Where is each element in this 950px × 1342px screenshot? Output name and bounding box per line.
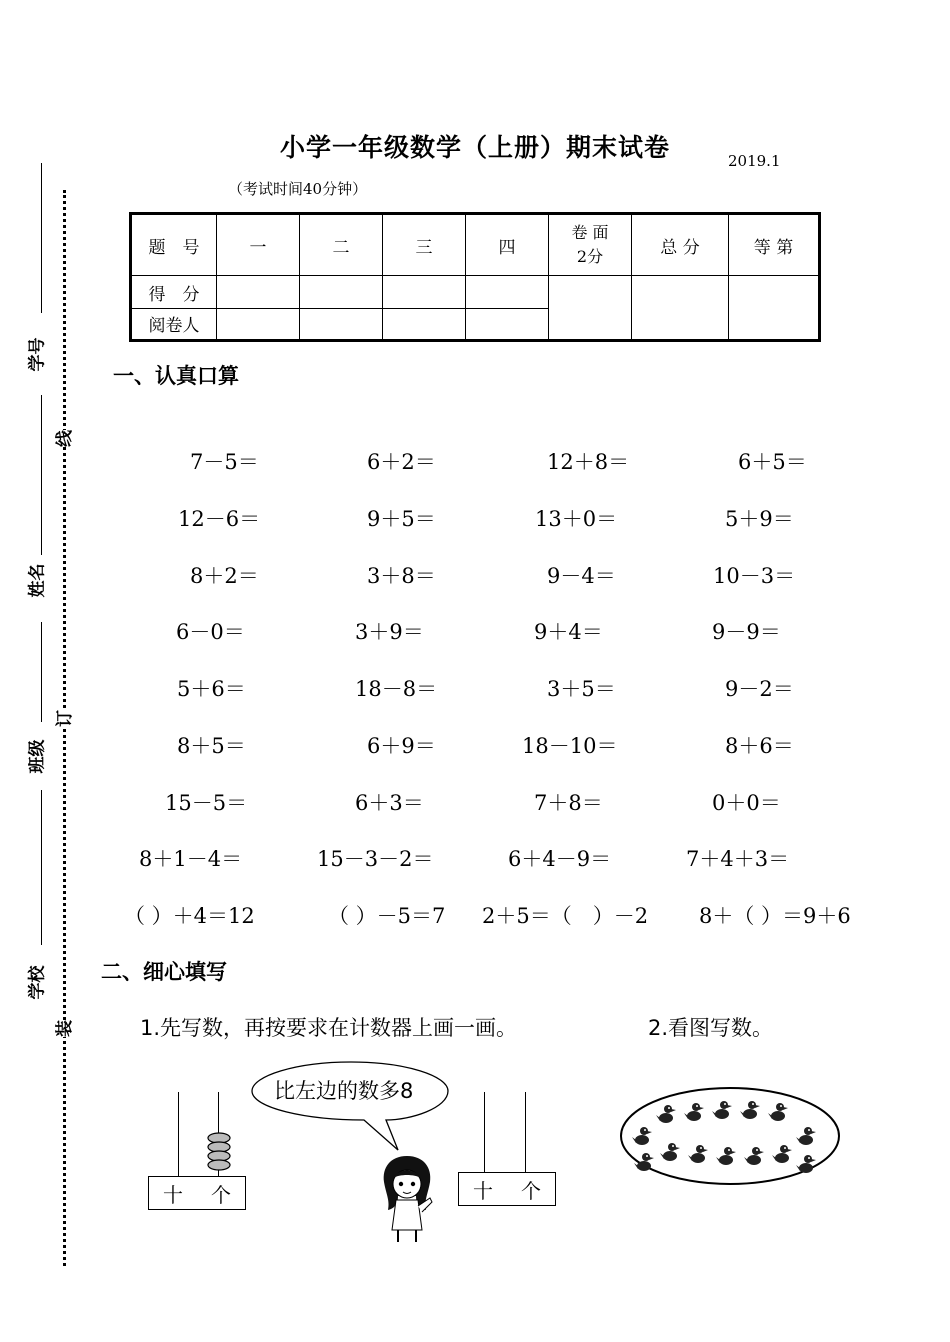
tens-label: 十	[163, 1182, 183, 1207]
page-title: 小学一年级数学（上册）期末试卷	[279, 133, 670, 162]
equation: 6＋4－9＝	[508, 847, 612, 871]
grader-cell[interactable]	[383, 308, 466, 340]
equation: 18－10＝	[522, 734, 618, 758]
score-cell[interactable]	[383, 276, 466, 308]
section1-heading: 一、认真口算	[113, 364, 239, 388]
bubble-text: 比左边的数多8	[274, 1079, 414, 1103]
score-cell[interactable]	[217, 276, 300, 308]
equation: 12－6＝	[178, 507, 261, 531]
equation-blank: 8＋（ ）＝9＋6	[699, 904, 851, 928]
equation: 3＋9＝	[355, 620, 424, 644]
margin-line	[41, 790, 42, 945]
question-2: 2.看图写数。	[648, 1016, 774, 1040]
equation: 5＋9＝	[725, 507, 794, 531]
class-label: 班级	[27, 739, 48, 774]
equation: 9－4＝	[547, 564, 616, 588]
bind-mark: 装	[50, 1020, 75, 1037]
equation: 7＋8＝	[534, 791, 603, 815]
student-id-label: 学号	[27, 337, 48, 372]
equation: 15－5＝	[165, 791, 248, 815]
total-score-cell[interactable]	[632, 276, 729, 341]
neat-label: 卷 面	[571, 223, 609, 243]
line-mark: 线	[50, 430, 75, 447]
abacus-rod-tens	[484, 1092, 485, 1172]
grader-cell[interactable]	[466, 308, 549, 340]
abacus-rod-ones	[525, 1092, 526, 1172]
equation: 6－0＝	[176, 620, 245, 644]
score-cell[interactable]	[300, 276, 383, 308]
equation: 8＋2＝	[190, 564, 259, 588]
time-note: （考试时间40分钟）	[228, 180, 368, 198]
score-cell[interactable]	[466, 276, 549, 308]
equation: 8＋6＝	[725, 734, 794, 758]
neat-score-cell[interactable]	[549, 276, 632, 341]
name-label: 姓名	[27, 563, 48, 598]
duck-oval	[618, 1084, 842, 1188]
score-table	[129, 212, 821, 342]
neat-points: 2分	[576, 247, 604, 267]
exam-date: 2019.1	[728, 152, 781, 170]
equation: 18－8＝	[355, 677, 438, 701]
col-4: 四	[466, 214, 549, 276]
equation: 12＋8＝	[547, 450, 630, 474]
margin-line	[41, 395, 42, 555]
col-1: 一	[217, 214, 300, 276]
girl-illustration	[376, 1150, 438, 1244]
equation: 9＋5＝	[367, 507, 436, 531]
neat-col	[549, 214, 632, 276]
equation: 8＋1－4＝	[139, 847, 243, 871]
grader-cell[interactable]	[217, 308, 300, 340]
speech-bubble	[246, 1058, 456, 1158]
equation: 10－3＝	[713, 564, 796, 588]
equation: 7－5＝	[190, 450, 259, 474]
equation: 6＋2＝	[367, 450, 436, 474]
abacus-bead	[208, 1160, 230, 1170]
equation: 6＋3＝	[355, 791, 424, 815]
equation: 6＋9＝	[367, 734, 436, 758]
abacus-rod-tens	[178, 1092, 179, 1176]
question-1: 1.先写数，再按要求在计数器上画一画。	[140, 1016, 518, 1040]
abacus-beads	[203, 1130, 235, 1176]
abacus-right-base	[458, 1172, 556, 1206]
grade-cell[interactable]	[729, 276, 820, 341]
binding-dotted-line	[63, 190, 66, 1266]
equation: 8＋5＝	[177, 734, 246, 758]
equation-blank: （ ）＋4＝12	[124, 904, 255, 928]
equation-blank: 2＋5＝（ ）－2	[482, 904, 649, 928]
margin-line	[41, 163, 42, 313]
total-col: 总 分	[632, 214, 729, 276]
equation: 9－2＝	[725, 677, 794, 701]
equation: 9＋4＝	[534, 620, 603, 644]
equation: 6＋5＝	[738, 450, 807, 474]
grader-cell[interactable]	[300, 308, 383, 340]
equation: 3＋8＝	[367, 564, 436, 588]
equation: 7＋4＋3＝	[686, 847, 790, 871]
col-3: 三	[383, 214, 466, 276]
score-row-label: 得 分	[131, 276, 217, 308]
equation: 5＋6＝	[177, 677, 246, 701]
staple-mark: 订	[50, 710, 75, 727]
grade-col: 等 第	[729, 214, 820, 276]
ones-label: 个	[211, 1182, 231, 1207]
school-label: 学校	[27, 965, 48, 1000]
col-2: 二	[300, 214, 383, 276]
grader-row-label: 阅卷人	[131, 308, 217, 340]
equation: 0＋0＝	[712, 791, 781, 815]
section2-heading: 二、细心填写	[101, 960, 227, 984]
ones-label: 个	[521, 1178, 541, 1203]
tens-label: 十	[473, 1178, 493, 1203]
equation: 13＋0＝	[535, 507, 618, 531]
equation: 15－3－2＝	[317, 847, 434, 871]
margin-line	[41, 622, 42, 722]
abacus-left-base	[148, 1176, 246, 1210]
equation: 3＋5＝	[547, 677, 616, 701]
header-label: 题 号	[131, 214, 217, 276]
equation: 9－9＝	[712, 620, 781, 644]
equation-blank: （ ）－5＝7	[328, 904, 446, 928]
